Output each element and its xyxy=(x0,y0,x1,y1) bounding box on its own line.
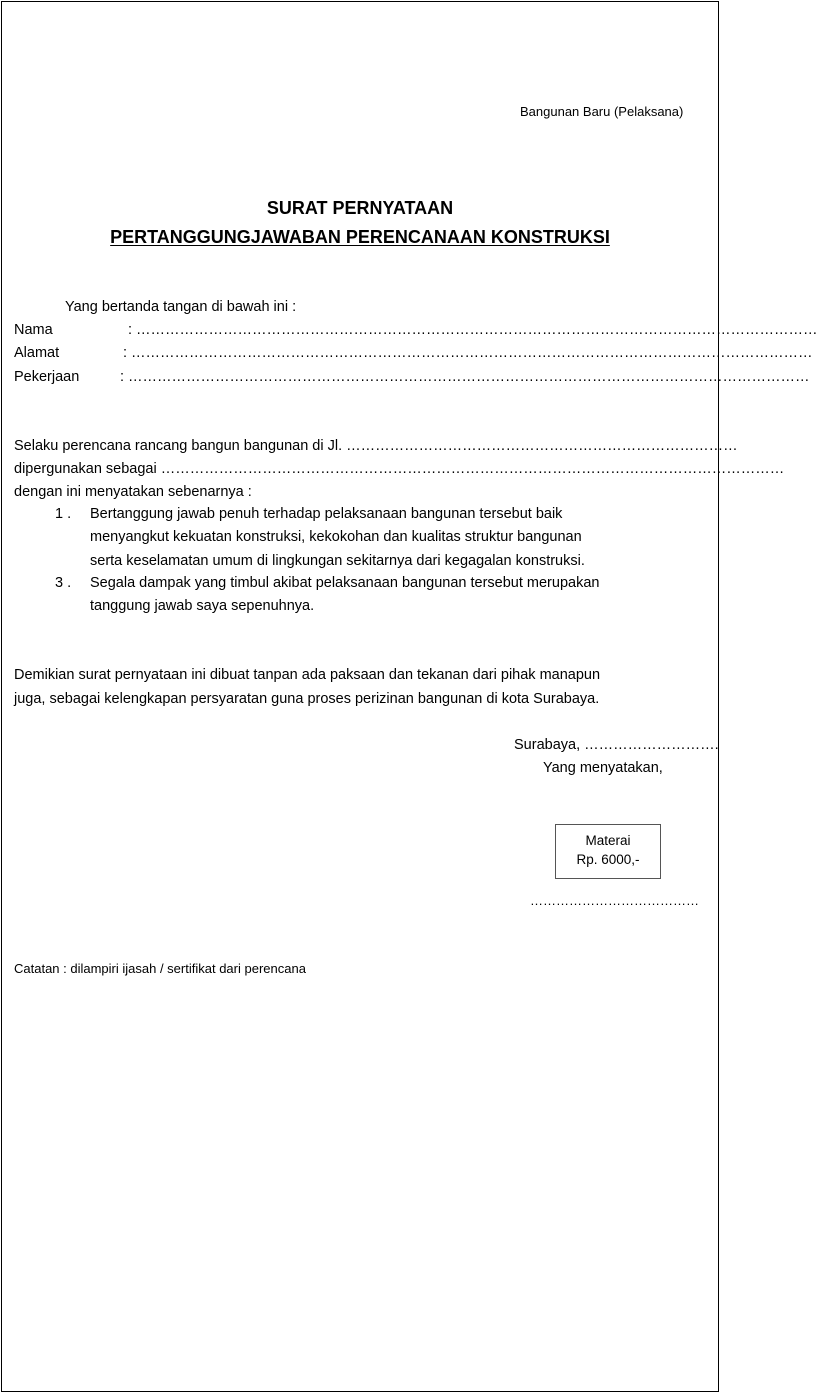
statement-declaration: dengan ini menyatakan sebenarnya : xyxy=(14,484,252,500)
stamp-label: Materai xyxy=(585,833,631,848)
stamp-amount: Rp. 6000,- xyxy=(576,852,640,867)
signature-line: ………………………………… xyxy=(530,893,699,908)
document-category: Bangunan Baru (Pelaksana) xyxy=(520,104,684,119)
point-line: serta keselamatan umum di lingkungan sekitarnya dari kegagalan konstruksi. xyxy=(90,553,585,569)
point-line: Bertanggung jawab penuh terhadap pelaksanaan bangunan tersebut baik xyxy=(90,506,563,522)
signature-place-date: Surabaya, ………………………. xyxy=(514,737,719,753)
document-subtitle: PERTANGGUNGJAWABAN PERENCANAAN KONSTRUKSI xyxy=(110,227,610,247)
field-value-nama: : …………………………………………………………………………………………………………………………… xyxy=(128,322,818,338)
point-number: 3 . xyxy=(55,575,72,591)
stamp-duty-box xyxy=(555,824,661,879)
document-title: SURAT PERNYATAAN xyxy=(266,198,454,218)
closing-line: Demikian surat pernyataan ini dibuat tanpan ada paksaan dan tekanan dari pihak manapun xyxy=(14,667,601,683)
field-label-nama: Nama xyxy=(14,322,53,338)
statement-purpose: dipergunakan sebagai ………………………………………………………………………………………………………………… xyxy=(14,461,785,477)
point-line: menyangkut kekuatan konstruksi, kekokohan dan kualitas struktur bangunan xyxy=(90,529,582,545)
point-line: Segala dampak yang timbul akibat pelaksanaan bangunan tersebut merupakan xyxy=(90,575,600,591)
point-number: 1 . xyxy=(55,506,72,522)
closing-line: juga, sebagai kelengkapan persyaratan guna proses perizinan bangunan di kota Surabaya. xyxy=(14,691,600,707)
field-value-pekerjaan: : …………………………………………………………………………………………………………………………… xyxy=(120,369,810,385)
signature-declarant: Yang menyatakan, xyxy=(543,760,663,776)
statement-location: Selaku perencana rancang bangun bangunan di Jl. ……………………………………………………………………… xyxy=(14,438,738,454)
document-note: Catatan : dilampiri ijasah / sertifikat dari perencana xyxy=(14,961,306,976)
field-label-alamat: Alamat xyxy=(14,345,60,361)
field-value-alamat: : …………………………………………………………………………………………………………………………… xyxy=(123,345,813,361)
field-label-pekerjaan: Pekerjaan xyxy=(14,369,80,385)
intro-text: Yang bertanda tangan di bawah ini : xyxy=(65,299,297,315)
point-line: tanggung jawab saya sepenuhnya. xyxy=(90,598,315,614)
